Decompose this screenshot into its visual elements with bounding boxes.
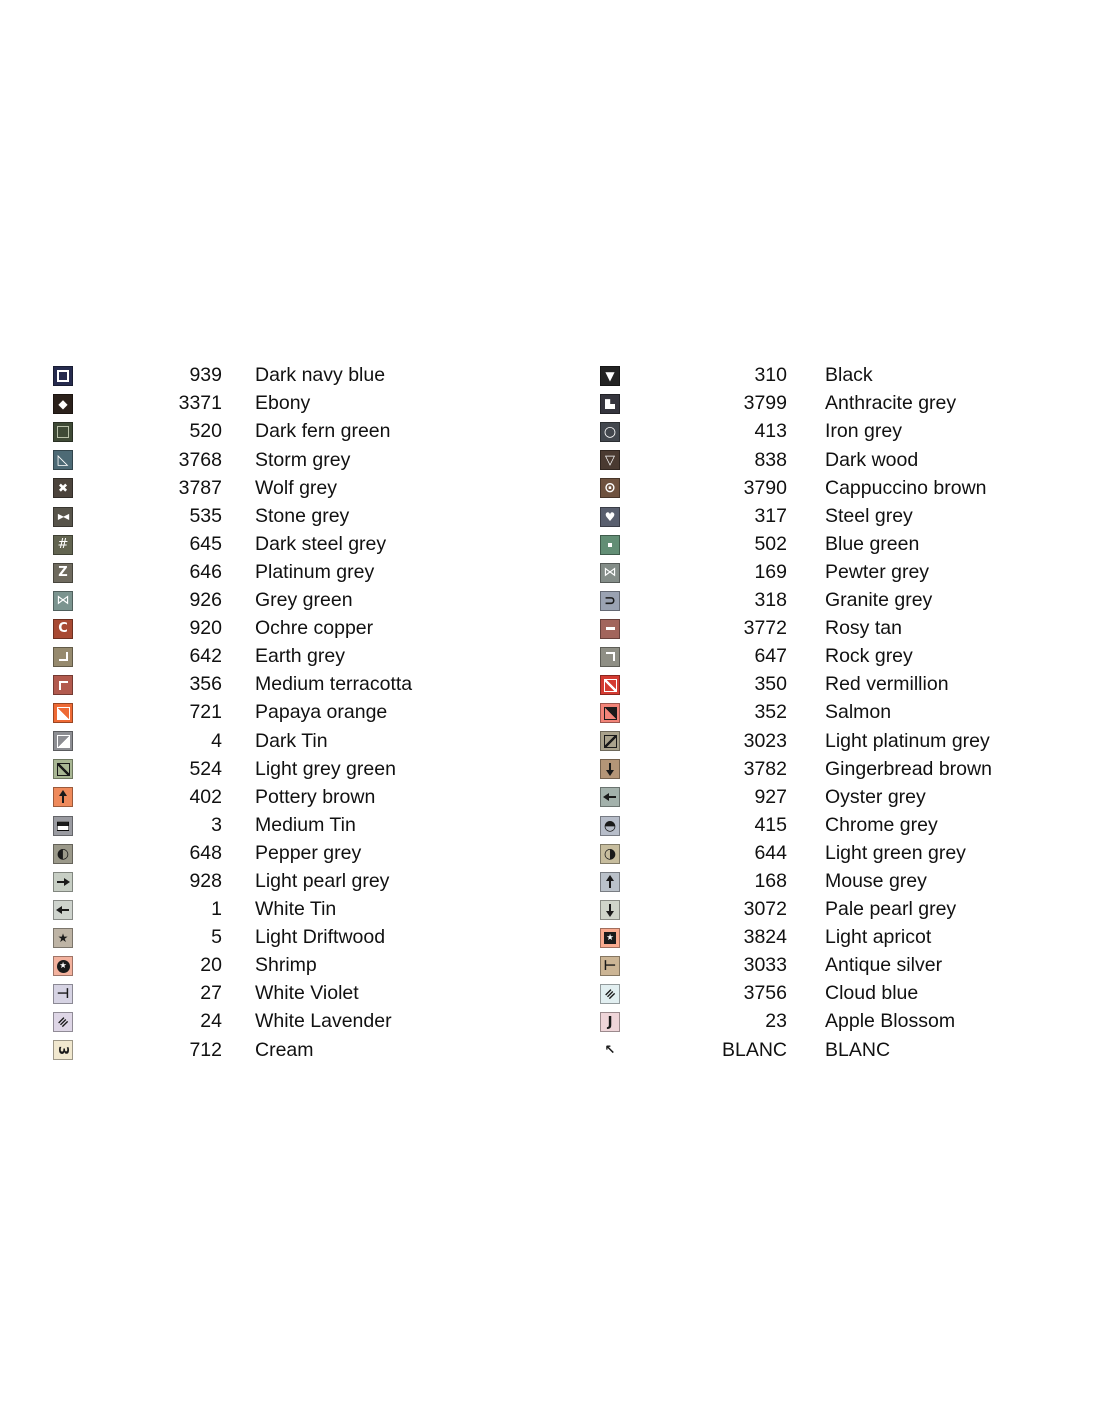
square-backslash-outline-icon: [600, 675, 620, 695]
floss-name: Stone grey: [255, 504, 350, 527]
hollow-square-thick-icon: [53, 366, 73, 386]
star-icon: ★: [53, 928, 73, 948]
floss-name: Iron grey: [825, 420, 902, 443]
legend-row: [600, 699, 992, 727]
floss-code: 3787: [178, 476, 222, 499]
floss-name: BLANC: [825, 1038, 891, 1061]
arrow-up-left-icon: ↖: [600, 1040, 620, 1060]
square-fill-lower-right-icon: [53, 731, 73, 751]
floss-code: 3033: [743, 954, 787, 977]
diamond-icon: ◆: [53, 394, 73, 414]
legend-row: [600, 390, 992, 418]
legend-row: [53, 980, 600, 1008]
floss-code: 413: [754, 420, 787, 443]
floss-code: 23: [765, 1010, 787, 1033]
legend-row: [600, 896, 992, 924]
floss-name: Anthracite grey: [825, 392, 957, 415]
arrow-up-icon: [600, 872, 620, 892]
legend-row: [53, 868, 600, 896]
floss-name: Papaya orange: [255, 701, 388, 724]
floss-name: Platinum grey: [255, 560, 375, 583]
tack-left-icon: ⊣: [53, 984, 73, 1004]
cross-x-icon: ✖: [53, 478, 73, 498]
floss-name: White Tin: [255, 898, 337, 921]
floss-name: Pottery brown: [255, 785, 376, 808]
floss-name: Wolf grey: [255, 476, 337, 499]
floss-code: 3072: [743, 898, 787, 921]
floss-code: 4: [211, 729, 222, 752]
legend-row: [600, 1008, 992, 1036]
circle-star-icon: ★: [53, 956, 73, 976]
floss-code: 317: [754, 504, 787, 527]
legend-row: [53, 559, 600, 587]
floss-code: 644: [754, 841, 787, 864]
legend-row: [600, 559, 992, 587]
legend-row: [600, 502, 992, 530]
floss-code: 502: [754, 532, 787, 555]
floss-code: 27: [200, 982, 222, 1005]
superset-icon: ⊃: [600, 591, 620, 611]
arrow-right-icon: [53, 872, 73, 892]
floss-name: Medium Tin: [255, 813, 356, 836]
hatch-diagonal-icon: ≡: [601, 985, 619, 1003]
floss-name: Blue green: [825, 532, 920, 555]
floss-code: 648: [189, 841, 222, 864]
legend-row: [600, 727, 992, 755]
floss-code: 402: [189, 785, 222, 808]
floss-name: Light pearl grey: [255, 869, 390, 892]
floss-code: 310: [754, 364, 787, 387]
floss-code: 20: [200, 954, 222, 977]
bowtie-outline-icon: ⋈: [53, 591, 73, 611]
floss-code: 24: [200, 1010, 222, 1033]
floss-name: Grey green: [255, 589, 353, 612]
floss-code: 3824: [743, 926, 787, 949]
square-star-icon: ★: [600, 928, 620, 948]
bowtie-filled-icon: ▶◀: [53, 507, 73, 527]
floss-name: Pewter grey: [825, 560, 930, 583]
floss-name: Ebony: [255, 392, 311, 415]
floss-code: 647: [754, 645, 787, 668]
floss-code: 535: [189, 504, 222, 527]
circle-outline-icon: ○: [600, 422, 620, 442]
arrow-down-icon: [600, 900, 620, 920]
legend-row: [53, 362, 600, 390]
arrow-down-icon: [600, 759, 620, 779]
legend-row: [53, 1036, 600, 1064]
legend-row: [600, 531, 992, 559]
letter-z-icon: Z: [53, 563, 73, 583]
legend-row: [600, 362, 992, 390]
floss-name: White Lavender: [255, 1010, 392, 1033]
l-block-icon: [600, 394, 620, 414]
floss-code: 928: [189, 869, 222, 892]
legend-row: [600, 1036, 992, 1064]
circle-dot-icon: ⊙: [600, 478, 620, 498]
floss-code: 3799: [743, 392, 787, 415]
floss-code: 318: [754, 589, 787, 612]
floss-code: 350: [754, 673, 787, 696]
legend-row: [53, 615, 600, 643]
triangle-down-filled-icon: ▼: [600, 366, 620, 386]
arrow-left-icon: [600, 787, 620, 807]
floss-name: Light Driftwood: [255, 926, 386, 949]
floss-name: Storm grey: [255, 448, 351, 471]
corner-top-right-icon: [600, 647, 620, 667]
legend-row: [53, 840, 600, 868]
square-backslash-outline-icon: [53, 759, 73, 779]
floss-name: Dark steel grey: [255, 532, 387, 555]
bowtie-outline-icon: ⋈: [600, 563, 620, 583]
check-hook-icon: J: [600, 1012, 620, 1032]
key-column-left: [53, 362, 600, 1064]
floss-code: 1: [211, 898, 222, 921]
floss-name: Dark Tin: [255, 729, 328, 752]
legend-row: [53, 727, 600, 755]
legend-row: [53, 502, 600, 530]
legend-row: [53, 418, 600, 446]
legend-row: [600, 868, 992, 896]
floss-code: 3768: [178, 448, 222, 471]
floss-code: 645: [189, 532, 222, 555]
floss-code: 524: [189, 757, 222, 780]
letter-c-icon: C: [53, 619, 73, 639]
floss-code: 168: [754, 869, 787, 892]
floss-code: 3772: [743, 617, 787, 640]
floss-name: Dark fern green: [255, 420, 391, 443]
rotated-three-icon: 3: [53, 1040, 73, 1060]
floss-name: Light apricot: [825, 926, 932, 949]
floss-name: Ochre copper: [255, 617, 374, 640]
floss-name: Cappuccino brown: [825, 476, 987, 499]
floss-code: 5: [211, 926, 222, 949]
floss-code: 415: [754, 813, 787, 836]
square-half-top-icon: [53, 816, 73, 836]
floss-code: 927: [754, 785, 787, 808]
legend-row: [53, 699, 600, 727]
floss-code: 520: [189, 420, 222, 443]
legend-row: [53, 755, 600, 783]
floss-name: Light platinum grey: [825, 729, 990, 752]
legend-row: [53, 671, 600, 699]
floss-name: Dark navy blue: [255, 364, 386, 387]
triangle-down-outline-icon: ▽: [600, 450, 620, 470]
hash-icon: #: [53, 535, 73, 555]
floss-name: Pepper grey: [255, 841, 362, 864]
floss-name: Rock grey: [825, 645, 913, 668]
floss-code: 721: [189, 701, 222, 724]
floss-name: Steel grey: [825, 504, 913, 527]
legend-row: [600, 755, 992, 783]
floss-code: 926: [189, 589, 222, 612]
arrow-left-icon: [53, 900, 73, 920]
floss-code: 3371: [178, 392, 222, 415]
hollow-square-thin-icon: [53, 422, 73, 442]
floss-name: Salmon: [825, 701, 892, 724]
circle-half-right-icon: ◑: [600, 844, 620, 864]
legend-row: [53, 783, 600, 811]
floss-name: Gingerbread brown: [825, 757, 992, 780]
floss-code: 3782: [743, 757, 787, 780]
tack-right-icon: ⊢: [600, 956, 620, 976]
floss-code: 920: [189, 617, 222, 640]
floss-name: Mouse grey: [825, 869, 927, 892]
floss-code: 712: [189, 1038, 222, 1061]
floss-code: BLANC: [721, 1038, 787, 1061]
floss-name: Cloud blue: [825, 982, 919, 1005]
legend-row: [53, 390, 600, 418]
legend-row: [600, 418, 992, 446]
floss-name: Chrome grey: [825, 813, 938, 836]
legend-row: [600, 643, 992, 671]
legend-row: [600, 446, 992, 474]
floss-code: 3023: [743, 729, 787, 752]
floss-code: 646: [189, 560, 222, 583]
floss-code: 642: [189, 645, 222, 668]
legend-row: [53, 812, 600, 840]
triangle-outline-lower-left-icon: ◺: [53, 450, 73, 470]
floss-name: White Violet: [255, 982, 359, 1005]
floss-code: 169: [754, 560, 787, 583]
floss-code: 3790: [743, 476, 787, 499]
legend-row: [53, 446, 600, 474]
floss-name: Medium terracotta: [255, 673, 413, 696]
floss-name: Granite grey: [825, 589, 933, 612]
legend-row: [53, 643, 600, 671]
legend-row: [600, 952, 992, 980]
floss-code: 352: [754, 701, 787, 724]
legend-row: [600, 783, 992, 811]
square-slash-outline-icon: [600, 731, 620, 751]
legend-row: [53, 1008, 600, 1036]
floss-name: Earth grey: [255, 645, 345, 668]
floss-code: 356: [189, 673, 222, 696]
floss-name: Apple Blossom: [825, 1010, 956, 1033]
legend-row: [600, 924, 992, 952]
floss-name: Red vermillion: [825, 673, 949, 696]
legend-row: [600, 615, 992, 643]
corner-top-left-icon: [53, 675, 73, 695]
legend-row: [53, 924, 600, 952]
floss-name: Antique silver: [825, 954, 943, 977]
heart-icon: ♥: [600, 507, 620, 527]
legend-row: [53, 587, 600, 615]
legend-row: [600, 587, 992, 615]
floss-name: Oyster grey: [825, 785, 926, 808]
legend-row: [600, 840, 992, 868]
floss-name: Dark wood: [825, 448, 919, 471]
floss-name: Pale pearl grey: [825, 898, 957, 921]
floss-code: 3756: [743, 982, 787, 1005]
circle-half-left-icon: ◐: [53, 844, 73, 864]
hatch-diagonal-icon: ≡: [54, 1013, 72, 1031]
arrow-up-icon: [53, 787, 73, 807]
floss-name: Black: [825, 364, 873, 387]
circle-half-top-icon: ◓: [600, 816, 620, 836]
legend-row: [53, 952, 600, 980]
square-fill-upper-right-icon: [600, 703, 620, 723]
floss-name: Light green grey: [825, 841, 966, 864]
legend-row: [600, 671, 992, 699]
legend-row: [600, 812, 992, 840]
legend-row: [53, 531, 600, 559]
legend-row: [600, 980, 992, 1008]
floss-name: Rosy tan: [825, 617, 902, 640]
legend-row: [600, 474, 992, 502]
floss-code: 3: [211, 813, 222, 836]
floss-code: 838: [754, 448, 787, 471]
floss-color-key: [53, 362, 992, 1064]
small-dot-icon: [600, 535, 620, 555]
floss-name: Shrimp: [255, 954, 317, 977]
floss-code: 939: [189, 364, 222, 387]
corner-bottom-right-icon: [53, 647, 73, 667]
key-column-right: [600, 362, 992, 1064]
floss-name: Cream: [255, 1038, 314, 1061]
floss-name: Light grey green: [255, 757, 396, 780]
legend-row: [53, 474, 600, 502]
square-fill-lower-left-icon: [53, 703, 73, 723]
bar-icon: [600, 619, 620, 639]
legend-row: [53, 896, 600, 924]
